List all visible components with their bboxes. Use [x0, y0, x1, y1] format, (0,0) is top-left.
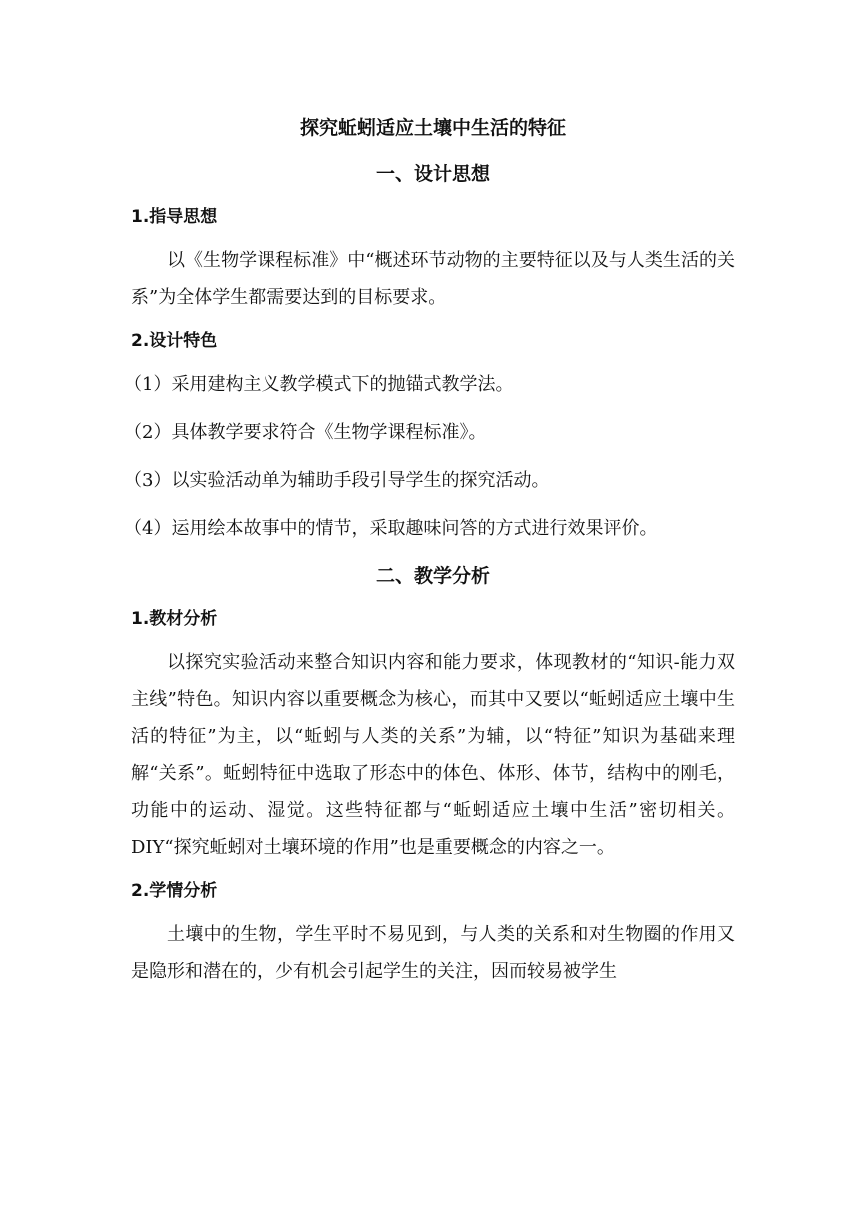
subsection-heading-textbook-analysis: 1.教材分析 — [131, 609, 218, 629]
subsection-heading-design-features: 2.设计特色 — [131, 331, 218, 351]
list-item: （1）采用建构主义教学模式下的抛锚式教学法。 — [124, 374, 514, 395]
list-item: （4）运用绘本故事中的情节，采取趣味问答的方式进行效果评价。 — [124, 518, 658, 539]
paragraph-guiding-idea: 以《生物学课程标准》中“概述环节动物的主要特征以及与人类生活的关系”为全体学生都需要达到的目标要求。 — [131, 250, 735, 308]
subsection-heading-learner-analysis: 2.学情分析 — [131, 881, 218, 901]
subsection-heading-guiding-idea: 1.指导思想 — [131, 207, 218, 227]
document-body — [124, 112, 735, 990]
paragraph-textbook-analysis: 以探究实验活动来整合知识内容和能力要求，体现教材的“知识-能力双主线”特色。知识内容以重要概念为核心，而其中又要以“蚯蚓适应土壤中生活的特征”为主，以“蚯蚓与人类的关系”为辅，以“特征”知识为基础来理解“关系”。蚯蚓特征中选取了形态中的体色、体形、体节，结构中的刚毛，功能中的运动、湿觉。这些特征都与“蚯蚓适应土壤中生活”密切相关。DIY“探究蚯蚓对土壤环境的作用”也是重要概念的内容之一。 — [131, 652, 735, 858]
design-features-list — [124, 363, 735, 550]
section-heading-teaching-analysis: 二、教学分析 — [375, 565, 490, 587]
paragraph-learner-analysis: 土壤中的生物，学生平时不易见到，与人类的关系和对生物圈的作用又是隐形和潜在的，少有机会引起学生的关注，因而较易被学生 — [131, 924, 735, 982]
list-item: （3）以实验活动单为辅助手段引导学生的探究活动。 — [124, 470, 550, 491]
document-title: 探究蚯蚓适应土壤中生活的特征 — [299, 117, 566, 139]
section-heading-design: 一、设计思想 — [375, 163, 490, 185]
list-item: （2）具体教学要求符合《生物学课程标准》。 — [124, 422, 487, 443]
